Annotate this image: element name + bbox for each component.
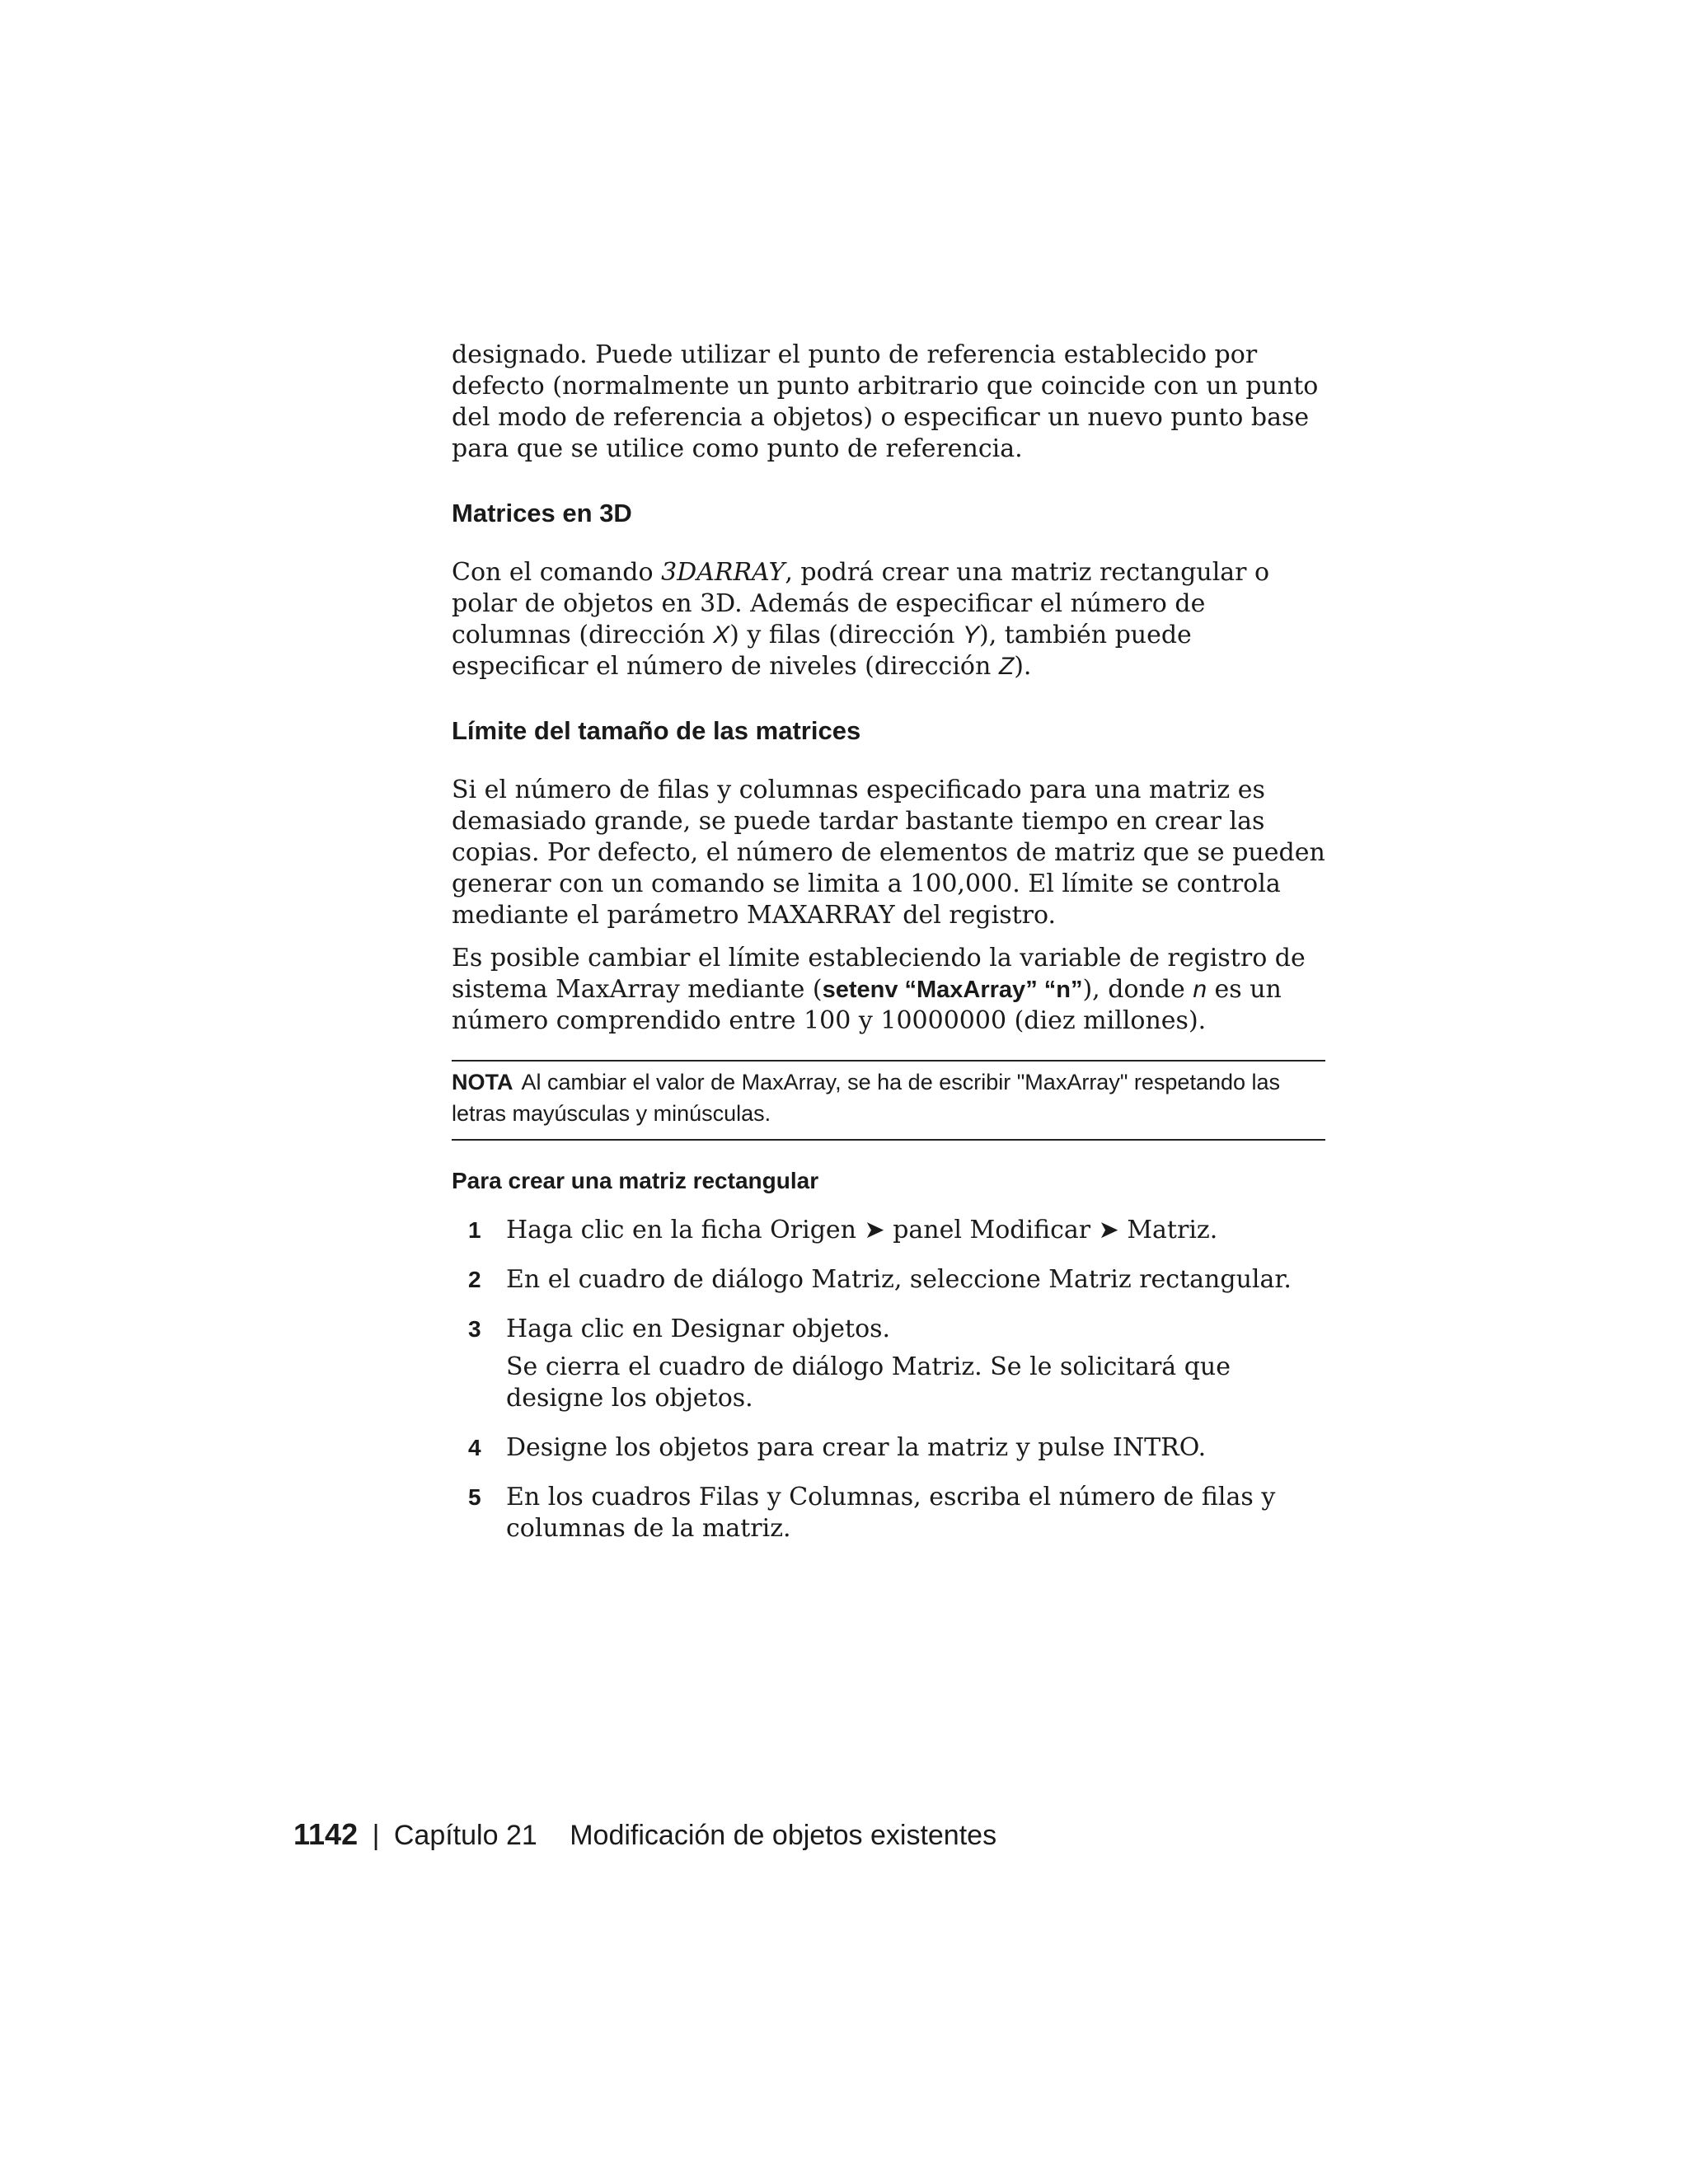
intro-paragraph: designado. Puede utilizar el punto de referencia establecido por defecto (normalmente un punto arbitrario que coincide con un punto del modo de referencia a objetos) o especificar un nuevo punto base para que se utilice como punto de referencia. [452, 340, 1319, 463]
paragraph-maxarray [452, 943, 1325, 1037]
step-text: Haga clic en la ficha Origen ➤ panel Modificar ➤ Matriz. [506, 1216, 1218, 1244]
text-fragment: es un número comprendido entre 100 y 10000000 (diez millones). [452, 975, 1282, 1035]
step-number: 2 [468, 1267, 481, 1292]
step-number: 4 [468, 1435, 481, 1460]
text-fragment: , podrá crear una matriz rectangular o polar de objetos en 3D. Además de especificar el número de columnas (dirección [452, 558, 1270, 649]
variable-n: n [1193, 976, 1207, 1003]
text-fragment: ), donde [1082, 975, 1193, 1004]
text-fragment: Con el comando [452, 558, 662, 587]
text-fragment: Es posible cambiar el límite estableciendo la variable de registro de sistema MaxArray mediante ( [452, 944, 1306, 1004]
step-number: 5 [468, 1484, 481, 1510]
note-text: Al cambiar el valor de MaxArray, se ha de escribir "MaxArray" respetando las letras mayúsculas y minúsculas. [452, 1070, 1281, 1126]
step-text: Designe los objetos para crear la matriz y pulse INTRO. [506, 1433, 1207, 1462]
page-footer [293, 1816, 996, 1854]
note-label: NOTA [452, 1070, 513, 1094]
step-item [452, 1482, 1325, 1544]
chapter-title: Modificación de objetos existentes [570, 1820, 997, 1851]
step-item [452, 1215, 1325, 1246]
procedure-steps [452, 1215, 1325, 1544]
command-name: 3DARRAY [661, 558, 785, 587]
procedure-heading: Para crear una matriz rectangular [452, 1168, 819, 1193]
text-fragment: ) y filas (dirección [729, 621, 963, 649]
step-subtext: Se cierra el cuadro de diálogo Matriz. Se le solicitará que designe los objetos. [506, 1352, 1231, 1413]
code-setenv: setenv “MaxArray” “n” [822, 977, 1083, 1003]
step-number: 1 [468, 1217, 481, 1243]
page-number: 1142 [293, 1817, 359, 1851]
text-fragment: ), también puede especificar el número de niveles (dirección [452, 621, 1192, 681]
step-number: 3 [468, 1316, 481, 1342]
paragraph-3darray [452, 557, 1325, 682]
axis-x: X [713, 621, 730, 649]
step-item [452, 1264, 1325, 1296]
step-item [452, 1432, 1325, 1464]
heading-limite-tamano: Límite del tamaño de las matrices [452, 716, 861, 745]
heading-matrices-3d: Matrices en 3D [452, 499, 632, 527]
chapter-label: Capítulo 21 [393, 1820, 537, 1851]
step-text: En el cuadro de diálogo Matriz, seleccione Matriz rectangular. [506, 1265, 1292, 1294]
step-item [452, 1314, 1325, 1414]
text-fragment: ). [1014, 652, 1032, 681]
step-text: Haga clic en Designar objetos. [506, 1315, 891, 1343]
axis-z: Z [998, 653, 1015, 680]
axis-y: Y [962, 621, 979, 649]
note-box [452, 1060, 1325, 1141]
step-text: En los cuadros Filas y Columnas, escriba el número de filas y columnas de la matriz. [506, 1483, 1276, 1543]
footer-separator: | [372, 1820, 380, 1851]
page-content [452, 340, 1325, 1563]
paragraph-limit: Si el número de filas y columnas especificado para una matriz es demasiado grande, se puede tardar bastante tiempo en crear las copias. Por defecto, el número de elementos de matriz que se pueden generar con un comando se limita a 100,000. El límite se controla mediante el parámetro MAXARRAY del registro. [452, 776, 1325, 930]
